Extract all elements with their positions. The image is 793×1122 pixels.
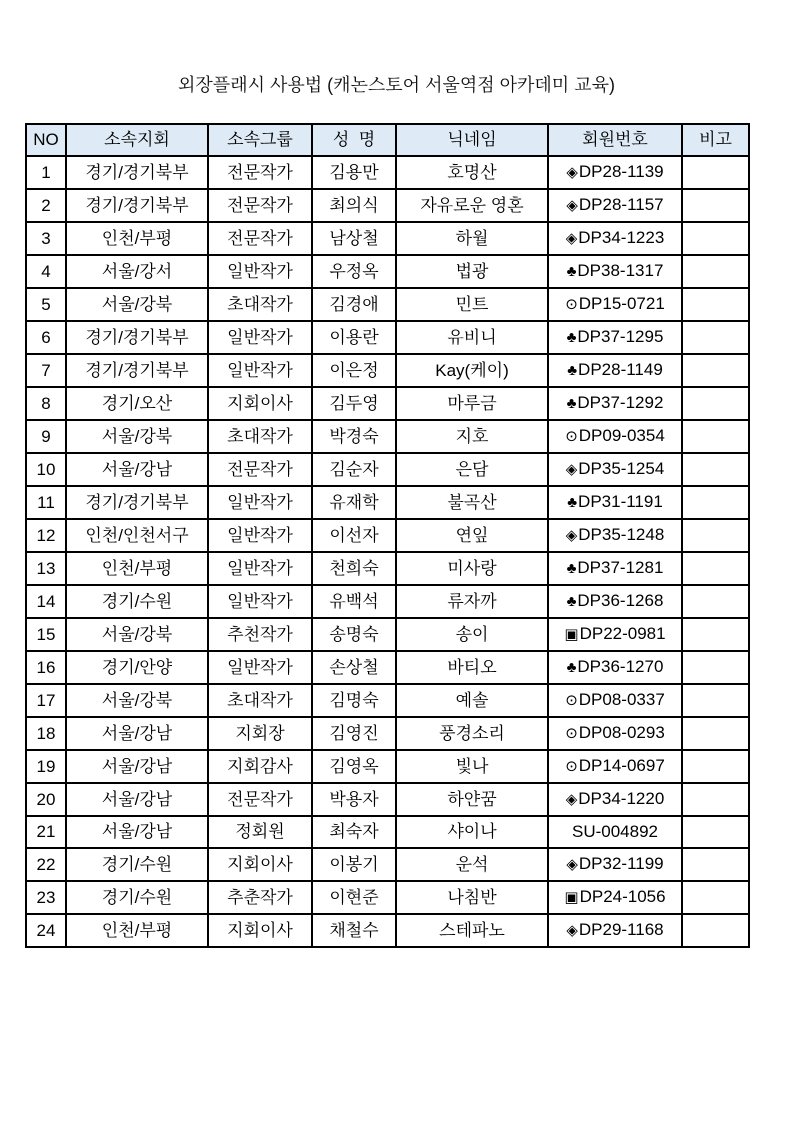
roster-table-body xyxy=(26,156,749,947)
table-row xyxy=(26,783,749,816)
name-cell: 김영옥 xyxy=(312,750,396,783)
club-icon: ♣ xyxy=(566,593,577,610)
nickname-cell: 자유로운 영혼 xyxy=(396,189,548,222)
note-cell xyxy=(682,552,749,585)
name-cell: 김경애 xyxy=(312,288,396,321)
member-number-text: DP09-0354 xyxy=(578,426,665,445)
group-cell: 일반작가 xyxy=(208,321,312,354)
circled-dot-icon: ⊙ xyxy=(565,692,578,709)
table-row xyxy=(26,486,749,519)
note-cell xyxy=(682,189,749,222)
member-number-text: DP35-1254 xyxy=(578,459,665,478)
group-cell: 지회이사 xyxy=(208,914,312,947)
branch-cell: 경기/경기북부 xyxy=(66,189,208,222)
group-cell: 일반작가 xyxy=(208,354,312,387)
diamond-icon: ◈ xyxy=(565,461,578,478)
branch-cell: 경기/경기북부 xyxy=(66,486,208,519)
name-cell: 이은정 xyxy=(312,354,396,387)
table-row xyxy=(26,651,749,684)
name-cell: 최의식 xyxy=(312,189,396,222)
diamond-icon: ◈ xyxy=(565,791,578,808)
member-number-cell xyxy=(548,914,682,947)
club-icon: ♣ xyxy=(566,395,577,412)
col-header-name: 성 명 xyxy=(312,124,396,156)
table-row xyxy=(26,453,749,486)
nickname-cell: 샤이나 xyxy=(396,816,548,848)
member-number-cell xyxy=(548,750,682,783)
note-cell xyxy=(682,255,749,288)
note-cell xyxy=(682,222,749,255)
name-cell: 이선자 xyxy=(312,519,396,552)
group-cell: 일반작가 xyxy=(208,519,312,552)
group-cell: 전문작가 xyxy=(208,189,312,222)
member-number-text: DP15-0721 xyxy=(578,294,665,313)
diamond-icon: ◈ xyxy=(566,197,578,214)
branch-cell: 서울/강남 xyxy=(66,816,208,848)
member-number-text: DP38-1317 xyxy=(577,261,664,280)
row-number-cell: 21 xyxy=(26,816,66,848)
member-number-text: DP24-1056 xyxy=(579,887,666,906)
member-number-text: DP08-0293 xyxy=(578,723,665,742)
member-number-cell xyxy=(548,717,682,750)
col-header-nickname: 닉네임 xyxy=(396,124,548,156)
note-cell xyxy=(682,750,749,783)
name-cell: 이용란 xyxy=(312,321,396,354)
member-number-cell xyxy=(548,453,682,486)
branch-cell: 인천/부평 xyxy=(66,552,208,585)
nickname-cell: 마루금 xyxy=(396,387,548,420)
note-cell xyxy=(682,453,749,486)
name-cell: 박용자 xyxy=(312,783,396,816)
nickname-cell: 연잎 xyxy=(396,519,548,552)
member-number-text: DP36-1268 xyxy=(577,591,664,610)
name-cell: 이현준 xyxy=(312,881,396,914)
diamond-icon: ◈ xyxy=(566,922,578,939)
group-cell: 일반작가 xyxy=(208,585,312,618)
member-number-cell xyxy=(548,420,682,453)
member-number-cell xyxy=(548,618,682,651)
row-number-cell: 18 xyxy=(26,717,66,750)
diamond-icon: ◈ xyxy=(565,527,578,544)
branch-cell: 서울/강북 xyxy=(66,618,208,651)
nickname-cell: 류자까 xyxy=(396,585,548,618)
table-row xyxy=(26,848,749,881)
page-title: 외장플래시 사용법 (캐논스토어 서울역점 아카데미 교육) xyxy=(178,75,615,95)
table-row xyxy=(26,717,749,750)
member-number-text: DP37-1295 xyxy=(577,327,664,346)
member-number-cell xyxy=(548,288,682,321)
row-number-cell: 16 xyxy=(26,651,66,684)
table-row xyxy=(26,189,749,222)
member-number-cell xyxy=(548,651,682,684)
circled-dot-icon: ⊙ xyxy=(565,725,578,742)
table-row xyxy=(26,156,749,189)
group-cell: 초대작가 xyxy=(208,288,312,321)
row-number-cell: 23 xyxy=(26,881,66,914)
row-number-cell: 7 xyxy=(26,354,66,387)
nickname-cell: 불곡산 xyxy=(396,486,548,519)
name-cell: 우정옥 xyxy=(312,255,396,288)
table-row xyxy=(26,288,749,321)
col-header-note: 비고 xyxy=(682,124,749,156)
table-row xyxy=(26,255,749,288)
row-number-cell: 22 xyxy=(26,848,66,881)
branch-cell: 서울/강북 xyxy=(66,684,208,717)
nickname-cell: 풍경소리 xyxy=(396,717,548,750)
group-cell: 전문작가 xyxy=(208,453,312,486)
branch-cell: 서울/강북 xyxy=(66,420,208,453)
member-number-cell xyxy=(548,321,682,354)
note-cell xyxy=(682,717,749,750)
member-number-cell xyxy=(548,816,682,848)
group-cell: 전문작가 xyxy=(208,783,312,816)
note-cell xyxy=(682,486,749,519)
member-number-text: DP28-1157 xyxy=(578,195,664,214)
member-number-text: DP28-1139 xyxy=(578,162,664,181)
member-number-text: SU-004892 xyxy=(571,822,658,841)
member-number-cell xyxy=(548,585,682,618)
note-cell xyxy=(682,816,749,848)
row-number-cell: 6 xyxy=(26,321,66,354)
branch-cell: 경기/경기북부 xyxy=(66,354,208,387)
col-header-member-no: 회원번호 xyxy=(548,124,682,156)
row-number-cell: 5 xyxy=(26,288,66,321)
group-cell: 정회원 xyxy=(208,816,312,848)
nickname-cell: 미사랑 xyxy=(396,552,548,585)
group-cell: 지회이사 xyxy=(208,848,312,881)
member-number-cell xyxy=(548,222,682,255)
group-cell: 일반작가 xyxy=(208,552,312,585)
note-cell xyxy=(682,354,749,387)
note-cell xyxy=(682,684,749,717)
note-cell xyxy=(682,585,749,618)
col-header-no: NO xyxy=(26,124,66,156)
club-icon: ♣ xyxy=(566,329,577,346)
name-cell: 김용만 xyxy=(312,156,396,189)
row-number-cell: 2 xyxy=(26,189,66,222)
branch-cell: 인천/부평 xyxy=(66,222,208,255)
member-number-text: DP31-1191 xyxy=(578,492,663,511)
row-number-cell: 4 xyxy=(26,255,66,288)
member-number-text: DP29-1168 xyxy=(578,920,664,939)
row-number-cell: 8 xyxy=(26,387,66,420)
header-row xyxy=(26,124,749,156)
row-number-cell: 24 xyxy=(26,914,66,947)
name-cell: 채철수 xyxy=(312,914,396,947)
club-icon: ♣ xyxy=(567,494,578,511)
note-cell xyxy=(682,881,749,914)
branch-cell: 경기/수원 xyxy=(66,881,208,914)
branch-cell: 서울/강북 xyxy=(66,288,208,321)
table-row xyxy=(26,387,749,420)
group-cell: 전문작가 xyxy=(208,156,312,189)
club-icon: ♣ xyxy=(567,362,578,379)
group-cell: 일반작가 xyxy=(208,486,312,519)
table-row xyxy=(26,914,749,947)
member-number-text: DP14-0697 xyxy=(578,756,665,775)
circled-dot-icon: ⊙ xyxy=(565,758,578,775)
table-row xyxy=(26,684,749,717)
name-cell: 김순자 xyxy=(312,453,396,486)
name-cell: 천희숙 xyxy=(312,552,396,585)
branch-cell: 경기/오산 xyxy=(66,387,208,420)
square-icon: ▣ xyxy=(564,626,579,643)
nickname-cell: 스테파노 xyxy=(396,914,548,947)
group-cell: 지회장 xyxy=(208,717,312,750)
member-number-cell xyxy=(548,519,682,552)
table-row xyxy=(26,618,749,651)
branch-cell: 서울/강서 xyxy=(66,255,208,288)
member-number-text: DP35-1248 xyxy=(578,525,665,544)
member-number-cell xyxy=(548,189,682,222)
name-cell: 김명숙 xyxy=(312,684,396,717)
row-number-cell: 10 xyxy=(26,453,66,486)
note-cell xyxy=(682,387,749,420)
note-cell xyxy=(682,783,749,816)
name-cell: 김영진 xyxy=(312,717,396,750)
table-row xyxy=(26,321,749,354)
diamond-icon: ◈ xyxy=(566,856,578,873)
note-cell xyxy=(682,420,749,453)
group-cell: 전문작가 xyxy=(208,222,312,255)
nickname-cell: 호명산 xyxy=(396,156,548,189)
diamond-icon: ◈ xyxy=(565,230,578,247)
table-row xyxy=(26,420,749,453)
note-cell xyxy=(682,618,749,651)
table-row xyxy=(26,750,749,783)
member-number-cell xyxy=(548,881,682,914)
member-number-cell xyxy=(548,486,682,519)
note-cell xyxy=(682,848,749,881)
branch-cell: 경기/수원 xyxy=(66,848,208,881)
nickname-cell: 민트 xyxy=(396,288,548,321)
branch-cell: 서울/강남 xyxy=(66,453,208,486)
nickname-cell: 운석 xyxy=(396,848,548,881)
table-row xyxy=(26,354,749,387)
nickname-cell: 예솔 xyxy=(396,684,548,717)
name-cell: 남상철 xyxy=(312,222,396,255)
member-number-cell xyxy=(548,552,682,585)
member-number-cell xyxy=(548,255,682,288)
col-header-branch: 소속지회 xyxy=(66,124,208,156)
club-icon: ♣ xyxy=(566,659,577,676)
name-cell: 송명숙 xyxy=(312,618,396,651)
group-cell: 초대작가 xyxy=(208,684,312,717)
nickname-cell: 송이 xyxy=(396,618,548,651)
member-number-cell xyxy=(548,387,682,420)
table-row xyxy=(26,222,749,255)
group-cell: 초대작가 xyxy=(208,420,312,453)
roster-table xyxy=(25,123,750,948)
member-number-text: DP28-1149 xyxy=(578,360,663,379)
member-number-cell xyxy=(548,156,682,189)
name-cell: 이봉기 xyxy=(312,848,396,881)
table-row xyxy=(26,552,749,585)
nickname-cell: 은담 xyxy=(396,453,548,486)
table-row xyxy=(26,585,749,618)
nickname-cell: 나침반 xyxy=(396,881,548,914)
name-cell: 박경숙 xyxy=(312,420,396,453)
member-number-text: DP34-1220 xyxy=(578,789,665,808)
branch-cell: 인천/부평 xyxy=(66,914,208,947)
name-cell: 유재학 xyxy=(312,486,396,519)
member-number-cell xyxy=(548,684,682,717)
group-cell: 일반작가 xyxy=(208,255,312,288)
diamond-icon: ◈ xyxy=(566,164,578,181)
branch-cell: 서울/강남 xyxy=(66,783,208,816)
branch-cell: 인천/인천서구 xyxy=(66,519,208,552)
branch-cell: 서울/강남 xyxy=(66,717,208,750)
table-row xyxy=(26,881,749,914)
col-header-group: 소속그룹 xyxy=(208,124,312,156)
row-number-cell: 1 xyxy=(26,156,66,189)
member-number-text: DP32-1199 xyxy=(578,854,664,873)
member-number-text: DP37-1292 xyxy=(577,393,664,412)
name-cell: 손상철 xyxy=(312,651,396,684)
note-cell xyxy=(682,321,749,354)
club-icon: ♣ xyxy=(566,263,577,280)
row-number-cell: 12 xyxy=(26,519,66,552)
row-number-cell: 19 xyxy=(26,750,66,783)
square-icon: ▣ xyxy=(564,889,579,906)
circled-dot-icon: ⊙ xyxy=(565,296,578,313)
club-icon: ♣ xyxy=(566,560,577,577)
nickname-cell: 유비니 xyxy=(396,321,548,354)
note-cell xyxy=(682,156,749,189)
name-cell: 유백석 xyxy=(312,585,396,618)
member-number-text: DP36-1270 xyxy=(577,657,664,676)
group-cell: 추천작가 xyxy=(208,618,312,651)
nickname-cell: 지호 xyxy=(396,420,548,453)
group-cell: 지회감사 xyxy=(208,750,312,783)
note-cell xyxy=(682,288,749,321)
note-cell xyxy=(682,914,749,947)
member-number-cell xyxy=(548,354,682,387)
nickname-cell: 하얀꿈 xyxy=(396,783,548,816)
nickname-cell: Kay(케이) xyxy=(396,354,548,387)
member-number-text: DP08-0337 xyxy=(578,690,665,709)
row-number-cell: 11 xyxy=(26,486,66,519)
group-cell: 일반작가 xyxy=(208,651,312,684)
group-cell: 지회이사 xyxy=(208,387,312,420)
circled-dot-icon: ⊙ xyxy=(565,428,578,445)
nickname-cell: 바티오 xyxy=(396,651,548,684)
member-number-cell xyxy=(548,783,682,816)
branch-cell: 경기/안양 xyxy=(66,651,208,684)
branch-cell: 경기/경기북부 xyxy=(66,321,208,354)
branch-cell: 서울/강남 xyxy=(66,750,208,783)
row-number-cell: 20 xyxy=(26,783,66,816)
member-number-cell xyxy=(548,848,682,881)
row-number-cell: 17 xyxy=(26,684,66,717)
name-cell: 김두영 xyxy=(312,387,396,420)
nickname-cell: 법광 xyxy=(396,255,548,288)
nickname-cell: 하월 xyxy=(396,222,548,255)
name-cell: 최숙자 xyxy=(312,816,396,848)
table-row xyxy=(26,816,749,848)
member-number-text: DP22-0981 xyxy=(579,624,666,643)
group-cell: 추춘작가 xyxy=(208,881,312,914)
branch-cell: 경기/수원 xyxy=(66,585,208,618)
note-cell xyxy=(682,519,749,552)
row-number-cell: 15 xyxy=(26,618,66,651)
note-cell xyxy=(682,651,749,684)
row-number-cell: 13 xyxy=(26,552,66,585)
row-number-cell: 14 xyxy=(26,585,66,618)
branch-cell: 경기/경기북부 xyxy=(66,156,208,189)
table-row xyxy=(26,519,749,552)
member-number-text: DP34-1223 xyxy=(578,228,665,247)
nickname-cell: 빛나 xyxy=(396,750,548,783)
row-number-cell: 3 xyxy=(26,222,66,255)
member-number-text: DP37-1281 xyxy=(577,558,664,577)
row-number-cell: 9 xyxy=(26,420,66,453)
